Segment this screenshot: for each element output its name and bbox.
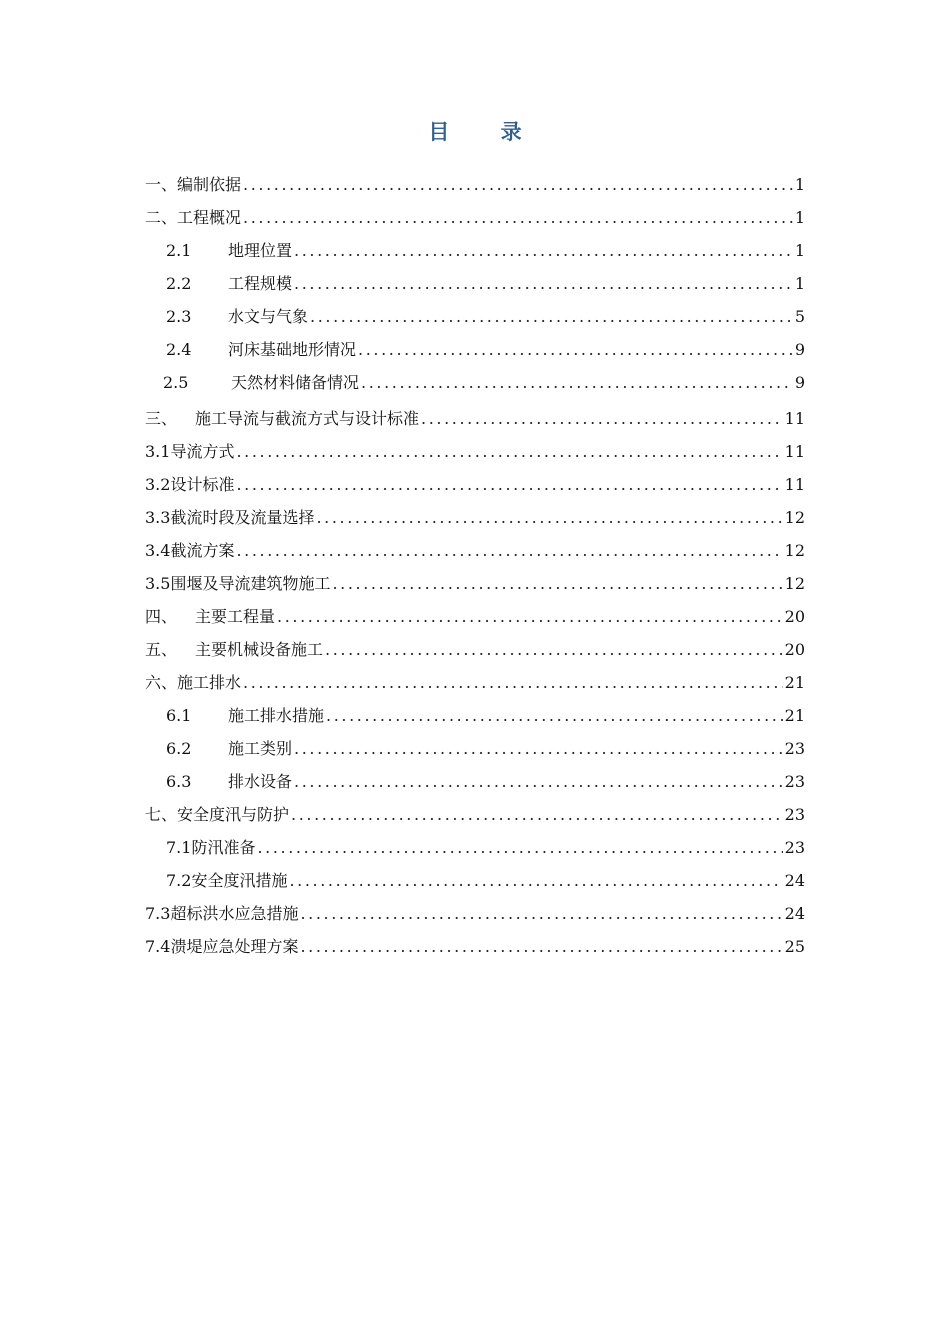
toc-entry-text: 天然材料储备情况 <box>231 373 360 392</box>
toc-entry-number: 2.4 <box>166 340 192 359</box>
toc-entry-page: 12 <box>784 508 805 527</box>
toc-entry[interactable] <box>145 503 805 533</box>
toc-entry-number: 2.5 <box>163 373 189 392</box>
toc-entry-number: 2.1 <box>166 241 192 260</box>
toc-entry-text: 排水设备 <box>228 772 293 791</box>
toc-entry-page: 24 <box>784 871 805 890</box>
toc-entry[interactable] <box>166 767 805 797</box>
toc-entry-text: 一、编制依据 <box>145 175 242 194</box>
toc-entry-text: 3.5围堰及导流建筑物施工 <box>145 574 331 593</box>
toc-leader-dots <box>326 701 783 731</box>
toc-entry-text: 六、施工排水 <box>145 673 242 692</box>
toc-leader-dots <box>332 569 782 599</box>
toc-entry[interactable] <box>145 569 805 599</box>
toc-entry-text: 主要工程量 <box>195 607 276 626</box>
toc-entry[interactable] <box>145 470 805 500</box>
toc-leader-dots <box>358 335 793 365</box>
toc-entry-text: 3.1导流方式 <box>145 442 235 461</box>
toc-leader-dots <box>300 899 782 929</box>
toc-entry[interactable] <box>145 668 805 698</box>
toc-entry[interactable] <box>145 437 805 467</box>
toc-entry-page: 24 <box>784 904 805 923</box>
toc-leader-dots <box>316 503 782 533</box>
toc-entry-page: 23 <box>784 739 805 758</box>
toc-leader-dots <box>310 302 793 332</box>
toc-entry-number: 6.1 <box>166 706 192 725</box>
toc-leader-dots <box>243 170 793 200</box>
toc-entry-page: 23 <box>784 838 805 857</box>
toc-entry[interactable] <box>166 269 805 299</box>
toc-entry-page: 9 <box>794 373 805 392</box>
toc-entry-text: 3.4截流方案 <box>145 541 235 560</box>
toc-entry[interactable] <box>145 899 805 929</box>
toc-entry[interactable] <box>163 368 805 398</box>
toc-entry-number: 三、 <box>145 409 178 428</box>
toc-entry-text: 7.4溃堤应急处理方案 <box>145 937 299 956</box>
toc-entry-page: 25 <box>784 937 805 956</box>
toc-leader-dots <box>236 437 782 467</box>
toc-leader-dots <box>361 368 793 398</box>
toc-leader-dots <box>294 734 783 764</box>
toc-entry-page: 5 <box>794 307 805 326</box>
toc-leader-dots <box>294 269 793 299</box>
toc-entry-page: 9 <box>794 340 805 359</box>
toc-entry-text: 施工导流与截流方式与设计标准 <box>195 409 420 428</box>
toc-entry[interactable] <box>145 404 805 434</box>
toc-leader-dots <box>421 404 783 434</box>
toc-entry[interactable] <box>145 635 805 665</box>
toc-leader-dots <box>325 635 783 665</box>
toc-entry-number: 五、 <box>145 640 178 659</box>
toc-entry-page: 11 <box>784 442 805 461</box>
toc-entry-page: 1 <box>794 241 805 260</box>
toc-entry[interactable] <box>145 536 805 566</box>
toc-title: 目 录 <box>428 119 544 144</box>
toc-entry[interactable] <box>166 236 805 266</box>
toc-entry-text: 水文与气象 <box>228 307 309 326</box>
toc-entry[interactable] <box>166 335 805 365</box>
toc-leader-dots <box>277 602 783 632</box>
toc-entry-text: 七、安全度汛与防护 <box>145 805 290 824</box>
toc-entry-text: 河床基础地形情况 <box>228 340 357 359</box>
toc-entry-page: 23 <box>784 772 805 791</box>
toc-leader-dots <box>243 203 793 233</box>
toc-entry-text: 主要机械设备施工 <box>195 640 324 659</box>
toc-entry-text: 7.2安全度汛措施 <box>166 871 288 890</box>
toc-entry-text: 3.3截流时段及流量选择 <box>145 508 315 527</box>
toc-entry-text: 施工类别 <box>228 739 293 758</box>
toc-entry[interactable] <box>145 602 805 632</box>
toc-entry-text: 3.2设计标准 <box>145 475 235 494</box>
toc-entry-page: 1 <box>794 274 805 293</box>
toc-leader-dots <box>300 932 782 962</box>
toc-entry-page: 1 <box>794 175 805 194</box>
toc-entry-page: 20 <box>784 607 805 626</box>
toc-entry[interactable] <box>166 701 805 731</box>
toc-entry-page: 21 <box>784 673 805 692</box>
toc-entry-number: 四、 <box>145 607 178 626</box>
toc-entry-number: 2.2 <box>166 274 192 293</box>
toc-entry-page: 12 <box>784 541 805 560</box>
toc-leader-dots <box>236 470 782 500</box>
toc-entry-page: 11 <box>784 475 805 494</box>
toc-entry-text: 工程规模 <box>228 274 293 293</box>
toc-entry[interactable] <box>145 203 805 233</box>
toc-entry-page: 11 <box>784 409 805 428</box>
toc-entry[interactable] <box>145 170 805 200</box>
toc-leader-dots <box>236 536 782 566</box>
toc-entry[interactable] <box>166 302 805 332</box>
toc-entry-page: 23 <box>784 805 805 824</box>
toc-entry-text: 7.1防汛准备 <box>166 838 256 857</box>
toc-entry-text: 7.3超标洪水应急措施 <box>145 904 299 923</box>
toc-leader-dots <box>294 767 783 797</box>
toc-entry-page: 1 <box>794 208 805 227</box>
toc-entry[interactable] <box>145 932 805 962</box>
toc-entry[interactable] <box>166 833 805 863</box>
toc-entry[interactable] <box>145 800 805 830</box>
toc-leader-dots <box>243 668 783 698</box>
toc-entry-page: 21 <box>784 706 805 725</box>
toc-entry-text: 施工排水措施 <box>228 706 325 725</box>
toc-entry-page: 12 <box>784 574 805 593</box>
toc-entry-number: 6.3 <box>166 772 192 791</box>
toc-entry-text: 地理位置 <box>228 241 293 260</box>
toc-leader-dots <box>294 236 793 266</box>
toc-entry[interactable] <box>166 734 805 764</box>
toc-entry-number: 6.2 <box>166 739 192 758</box>
toc-entry-text: 二、工程概况 <box>145 208 242 227</box>
toc-entry[interactable] <box>166 866 805 896</box>
toc-entry-number: 2.3 <box>166 307 192 326</box>
toc-leader-dots <box>291 800 783 830</box>
toc-leader-dots <box>257 833 782 863</box>
toc-entry-page: 20 <box>784 640 805 659</box>
toc-leader-dots <box>289 866 782 896</box>
